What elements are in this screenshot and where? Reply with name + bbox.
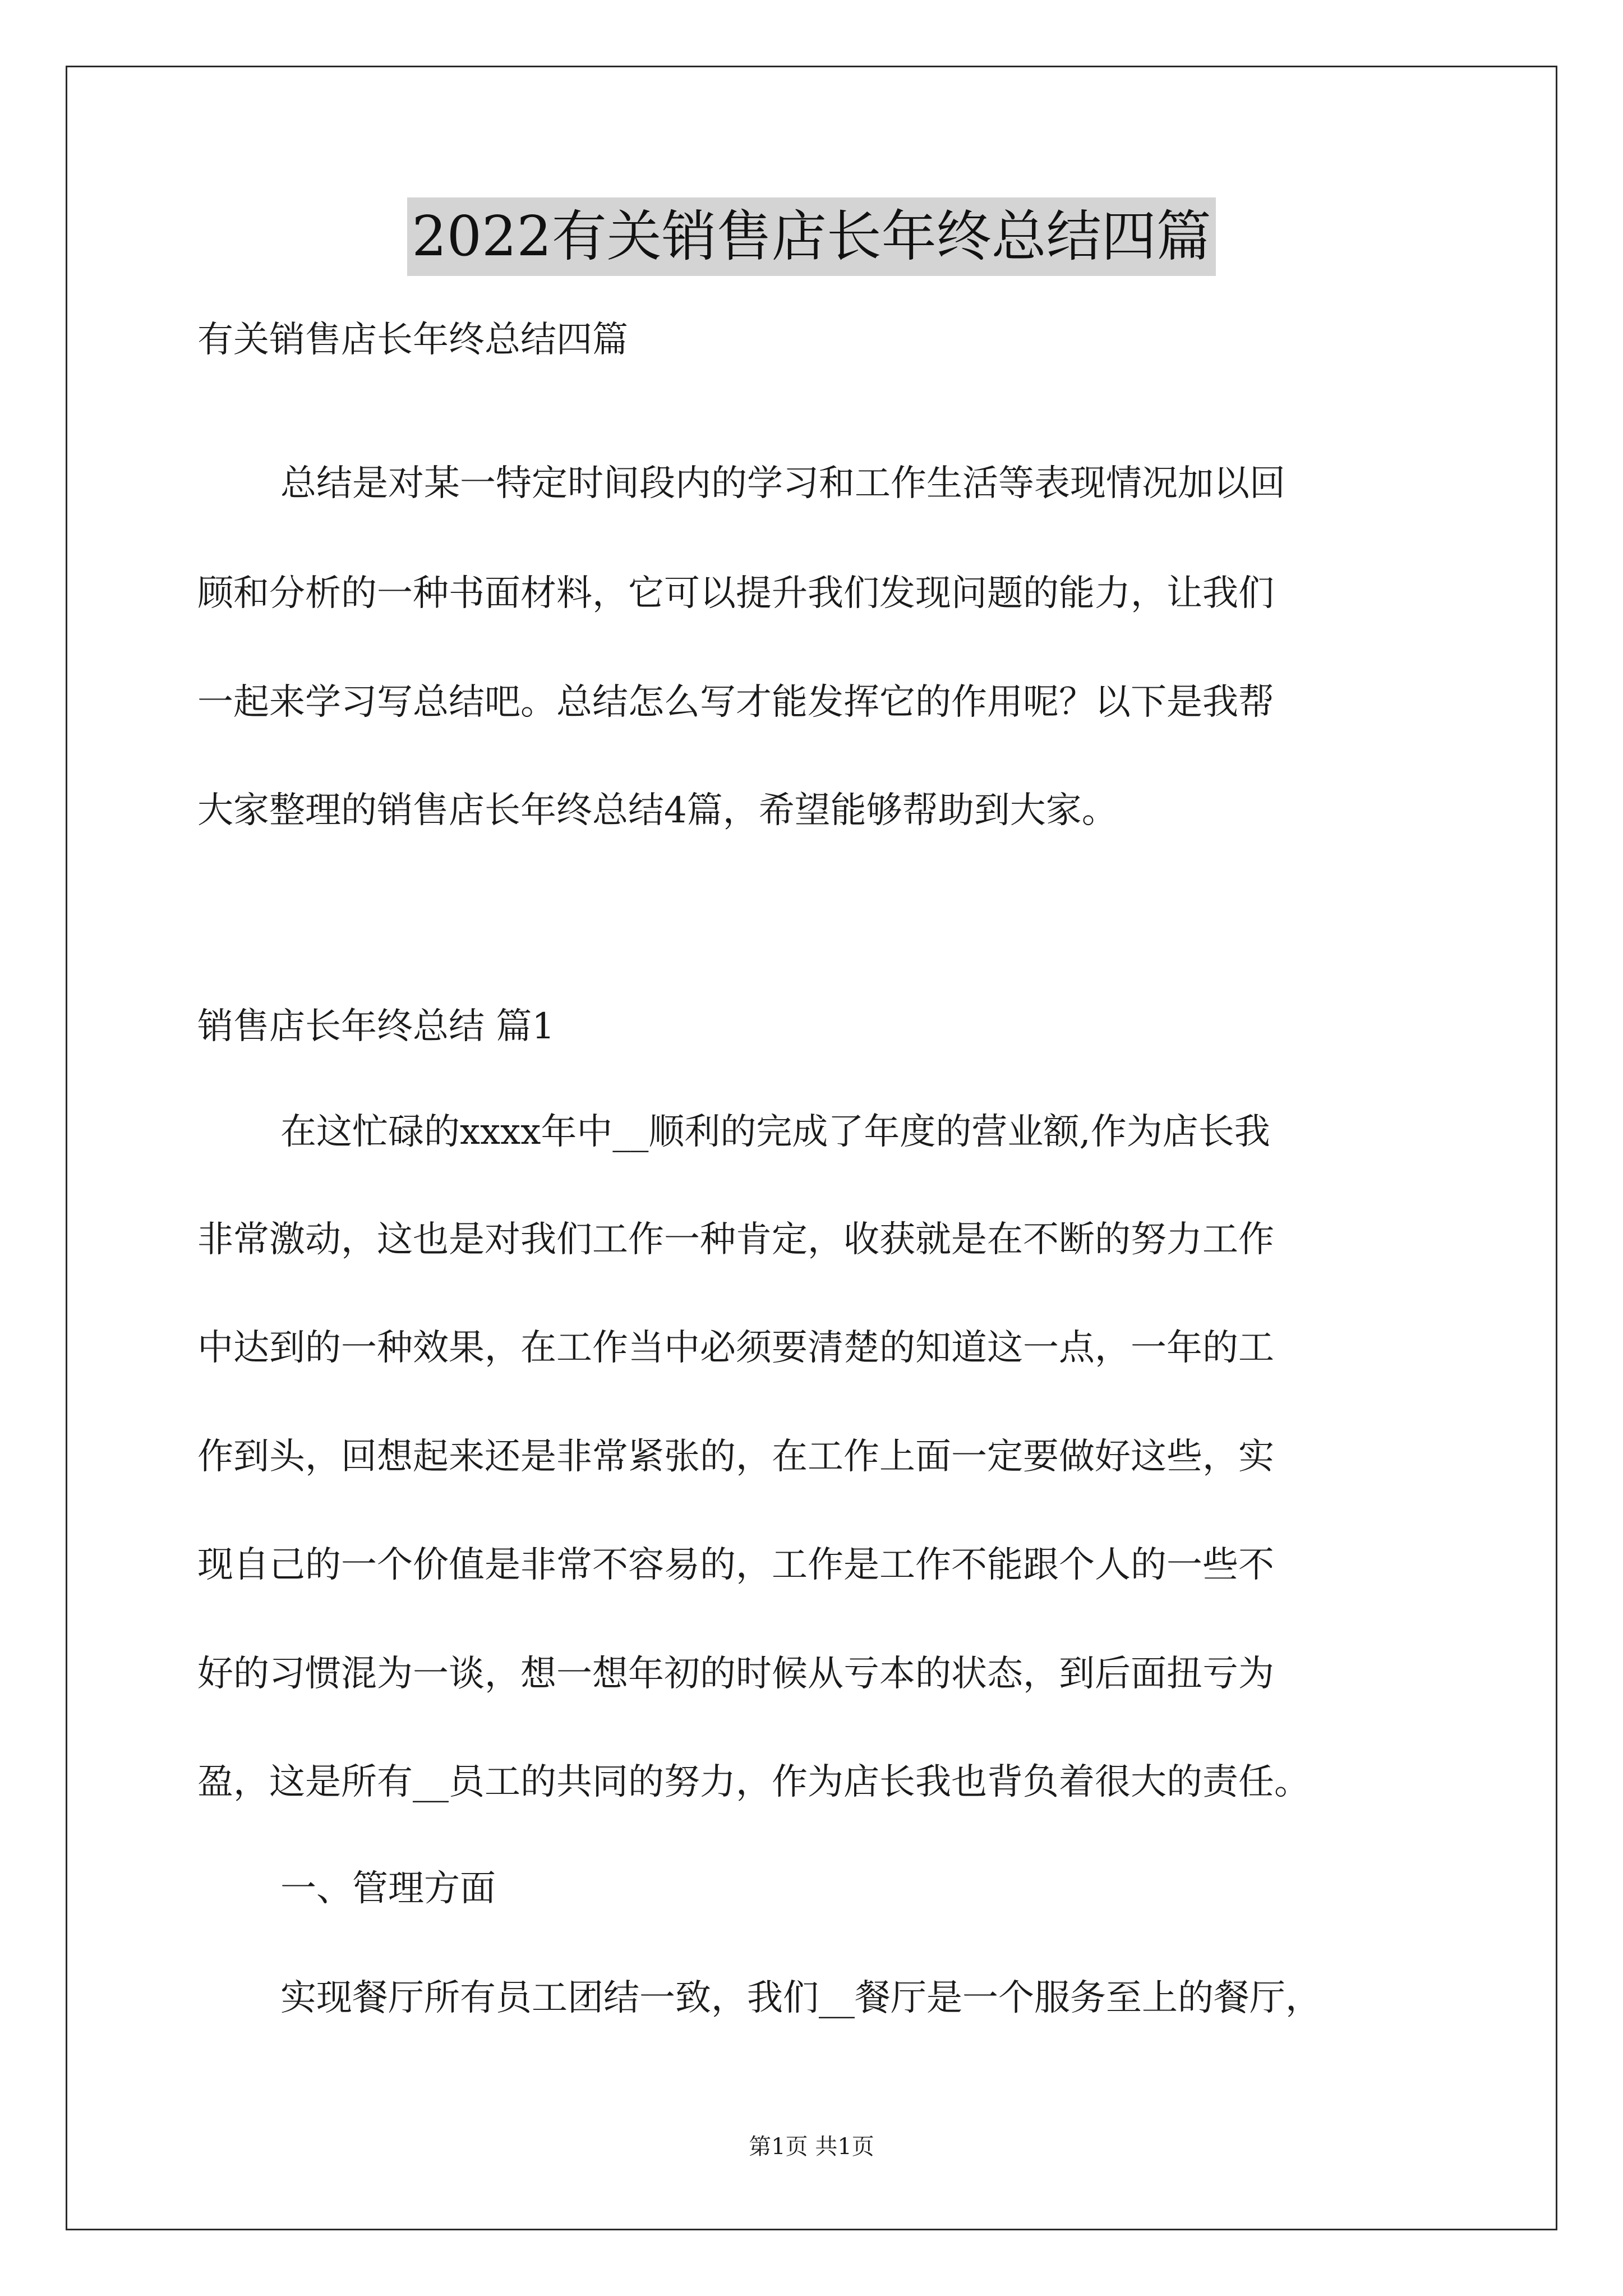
body-line: 好的习惯混为一谈，想一想年初的时候从亏本的状态，到后面扭亏为	[197, 1653, 1274, 1695]
document-title: 2022有关销售店长年终总结四篇	[407, 197, 1215, 276]
body-line: 现自己的一个价值是非常不容易的，工作是工作不能跟个人的一些不	[197, 1544, 1274, 1586]
body-line: 盈，这是所有__员工的共同的努力，作为店长我也背负着很大的责任。	[197, 1761, 1310, 1803]
intro-line: 一起来学习写总结吧。总结怎么写才能发挥它的作用呢？以下是我帮	[197, 682, 1274, 723]
intro-line: 顾和分析的一种书面材料，它可以提升我们发现问题的能力，让我们	[197, 573, 1274, 614]
body-line: 中达到的一种效果，在工作当中必须要清楚的知道这一点，一年的工	[197, 1327, 1274, 1369]
intro-line: 总结是对某一特定时间段内的学习和工作生活等表现情况加以回	[280, 463, 1285, 504]
subsection-heading: 一、管理方面	[280, 1868, 496, 1910]
document-subtitle: 有关销售店长年终总结四篇	[197, 319, 628, 361]
body-line: 作到头，回想起来还是非常紧张的，在工作上面一定要做好这些，实	[197, 1436, 1274, 1478]
page-number-footer: 第1页 共1页	[749, 2134, 874, 2160]
section-heading: 销售店长年终总结 篇1	[197, 1006, 555, 1047]
intro-line: 大家整理的销售店长年终总结4篇，希望能够帮助到大家。	[197, 790, 1118, 831]
body-line: 实现餐厅所有员工团结一致，我们__餐厅是一个服务至上的餐厅，	[280, 1977, 1321, 2019]
body-line: 非常激动，这也是对我们工作一种肯定，收获就是在不断的努力工作	[197, 1219, 1274, 1260]
body-line: 在这忙碌的xxxx年中__顺利的完成了年度的营业额,作为店长我	[280, 1111, 1270, 1153]
